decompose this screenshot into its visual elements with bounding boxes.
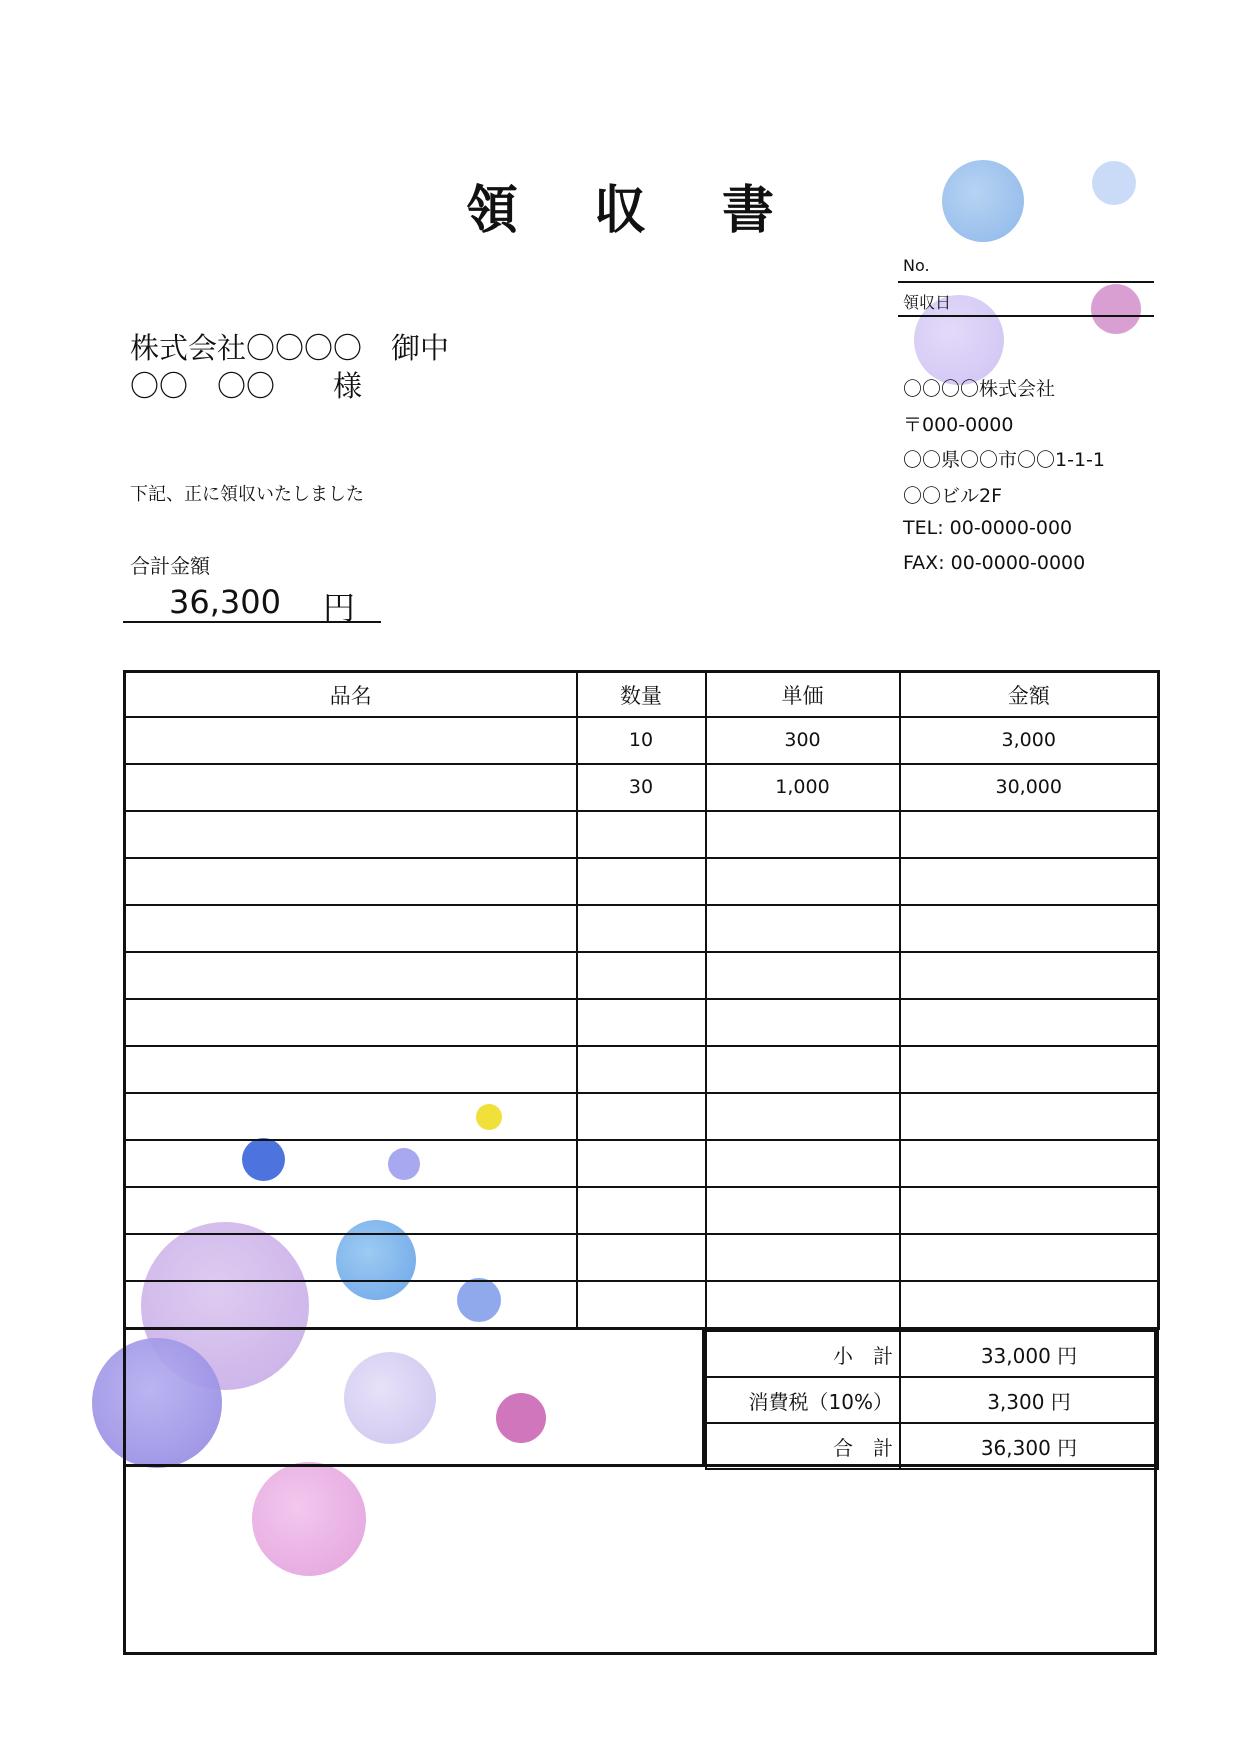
cell-price[interactable] <box>706 1234 900 1281</box>
cell-qty[interactable] <box>577 1187 706 1234</box>
total-amount-label: 合計金額 <box>130 554 210 578</box>
title-char: 書 <box>722 181 775 241</box>
notes-box[interactable] <box>123 1467 1157 1655</box>
cell-price[interactable]: 300 <box>706 717 900 764</box>
cell-price[interactable] <box>706 1187 900 1234</box>
total-amount-value: 36,300 <box>169 583 281 621</box>
table-row <box>125 999 1159 1046</box>
cell-price[interactable] <box>706 952 900 999</box>
total-amount-unit: 円 <box>323 589 356 627</box>
receipt-number-line <box>898 281 1154 283</box>
cell-qty[interactable] <box>577 811 706 858</box>
table-row <box>125 1187 1159 1234</box>
cell-item[interactable] <box>125 1046 577 1093</box>
cell-price[interactable] <box>706 999 900 1046</box>
cell-item[interactable] <box>125 1093 577 1140</box>
subtotal-value[interactable]: 33,000 円 <box>900 1331 1158 1377</box>
cell-qty[interactable] <box>577 1093 706 1140</box>
sender-address2: 〇〇ビル2F <box>903 485 1003 507</box>
totals-frame <box>705 1330 1157 1467</box>
cell-price[interactable] <box>706 1140 900 1187</box>
cell-amount[interactable] <box>900 1234 1159 1281</box>
header-item-name: 品名 <box>125 672 577 718</box>
cell-price[interactable] <box>706 811 900 858</box>
cell-amount[interactable] <box>900 1281 1159 1329</box>
cell-amount[interactable]: 3,000 <box>900 717 1159 764</box>
total-amount-box <box>123 575 381 627</box>
table-row <box>125 1281 1159 1329</box>
sender-address1: 〇〇県〇〇市〇〇1-1-1 <box>903 449 1105 471</box>
cell-item[interactable] <box>125 858 577 905</box>
cell-qty[interactable] <box>577 952 706 999</box>
cell-item[interactable] <box>125 811 577 858</box>
cell-qty[interactable] <box>577 1046 706 1093</box>
cell-amount[interactable] <box>900 952 1159 999</box>
cell-item[interactable] <box>125 1234 577 1281</box>
cell-qty[interactable] <box>577 858 706 905</box>
receipt-number-label: No. <box>903 256 930 275</box>
cell-qty[interactable] <box>577 1234 706 1281</box>
cell-amount[interactable] <box>900 1046 1159 1093</box>
title-char: 収 <box>593 181 646 241</box>
cell-amount[interactable] <box>900 999 1159 1046</box>
header-unit-price: 単価 <box>706 672 900 718</box>
cell-qty[interactable] <box>577 1281 706 1329</box>
cell-item[interactable] <box>125 1281 577 1329</box>
header-quantity: 数量 <box>577 672 706 718</box>
cell-price[interactable] <box>706 1093 900 1140</box>
cell-item[interactable] <box>125 1140 577 1187</box>
decor-dot <box>1091 284 1141 334</box>
recipient-person: 〇〇 〇〇 様 <box>130 369 363 403</box>
table-row <box>125 905 1159 952</box>
cell-price[interactable]: 1,000 <box>706 764 900 811</box>
grand-total-label: 合 計 <box>706 1423 900 1469</box>
grand-total-value[interactable]: 36,300 円 <box>900 1423 1158 1469</box>
items-table <box>123 670 1160 1330</box>
cell-amount[interactable] <box>900 858 1159 905</box>
cell-price[interactable] <box>706 1281 900 1329</box>
cell-qty[interactable] <box>577 1140 706 1187</box>
cell-qty[interactable]: 10 <box>577 717 706 764</box>
cell-amount[interactable] <box>900 1093 1159 1140</box>
table-header-row <box>125 672 1159 718</box>
cell-item[interactable] <box>125 764 577 811</box>
table-row <box>125 1046 1159 1093</box>
cell-amount[interactable]: 30,000 <box>900 764 1159 811</box>
recipient-company: 株式会社〇〇〇〇 御中 <box>130 331 450 365</box>
table-row <box>125 1093 1159 1140</box>
cell-amount[interactable] <box>900 905 1159 952</box>
cell-amount[interactable] <box>900 1187 1159 1234</box>
cell-qty[interactable]: 30 <box>577 764 706 811</box>
table-row <box>125 858 1159 905</box>
table-row <box>125 1140 1159 1187</box>
table-row <box>125 952 1159 999</box>
receipt-date-label: 領収日 <box>903 293 952 312</box>
sender-company: 〇〇〇〇株式会社 <box>903 378 1056 400</box>
header-amount: 金額 <box>900 672 1159 718</box>
table-row <box>125 811 1159 858</box>
page-title <box>0 168 1240 243</box>
cell-item[interactable] <box>125 952 577 999</box>
table-row <box>125 1234 1159 1281</box>
cell-item[interactable] <box>125 905 577 952</box>
receipt-date-line <box>898 315 1154 317</box>
tax-label: 消費税（10%） <box>706 1377 900 1423</box>
received-statement: 下記、正に領収いたしました <box>130 484 364 505</box>
cell-amount[interactable] <box>900 1140 1159 1187</box>
cell-item[interactable] <box>125 717 577 764</box>
cell-price[interactable] <box>706 905 900 952</box>
cell-price[interactable] <box>706 1046 900 1093</box>
table-row <box>125 717 1159 764</box>
title-char: 領 <box>465 181 518 241</box>
tax-value[interactable]: 3,300 円 <box>900 1377 1158 1423</box>
remarks-left-box <box>123 1330 705 1467</box>
sender-postal: 〒000-0000 <box>903 414 1014 436</box>
cell-item[interactable] <box>125 1187 577 1234</box>
cell-qty[interactable] <box>577 905 706 952</box>
subtotal-label: 小 計 <box>706 1331 900 1377</box>
table-row <box>125 764 1159 811</box>
sender-fax: FAX: 00-0000-0000 <box>903 552 1086 574</box>
cell-price[interactable] <box>706 858 900 905</box>
sender-tel: TEL: 00-0000-000 <box>903 517 1073 539</box>
cell-amount[interactable] <box>900 811 1159 858</box>
cell-qty[interactable] <box>577 999 706 1046</box>
cell-item[interactable] <box>125 999 577 1046</box>
